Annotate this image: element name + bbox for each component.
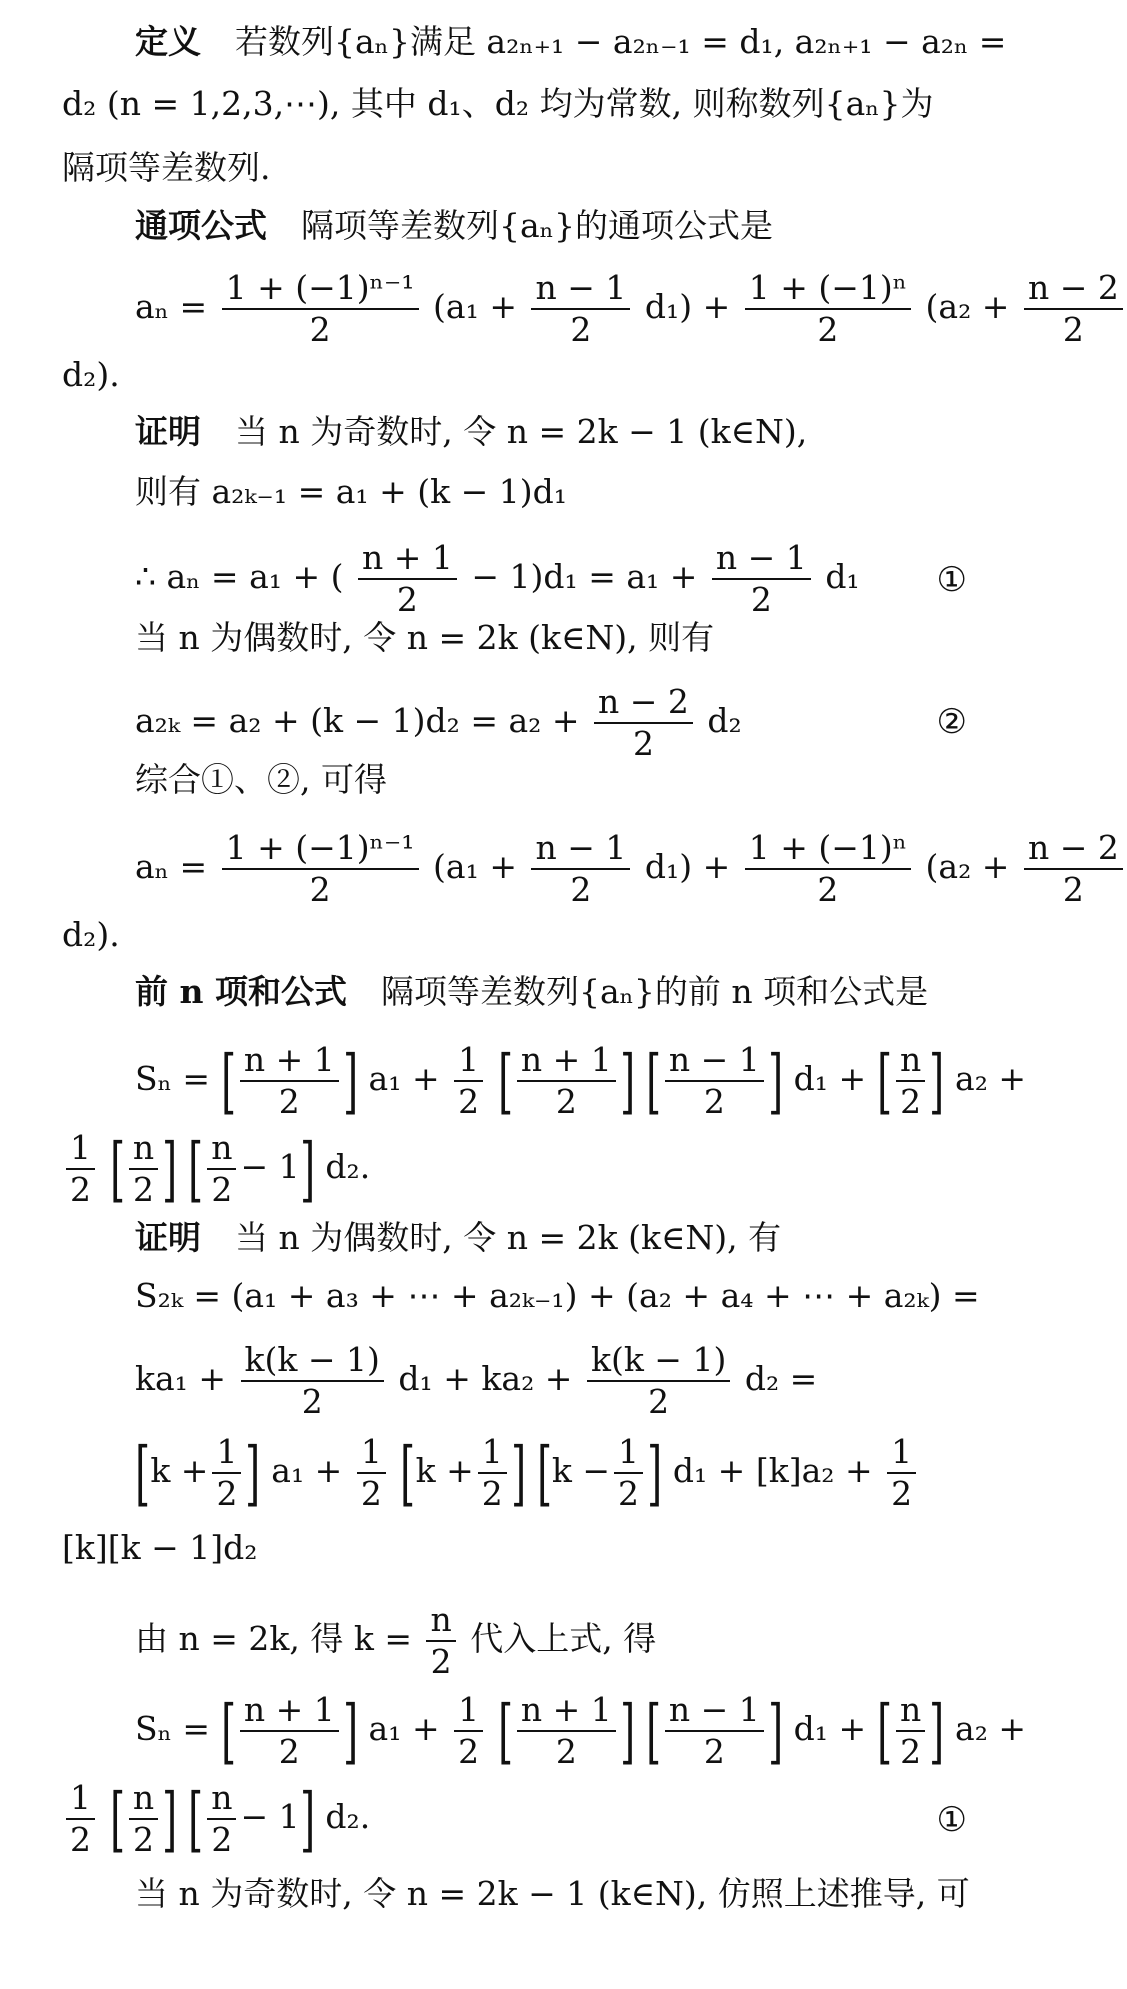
equation-label-3: ① (936, 1800, 967, 1840)
fraction: $\frac{1}{2}$ (66, 1128, 95, 1210)
sum-proof-line-2: S₂ₖ = (a₁ + a₃ + ⋯ + a₂ₖ₋₁) + (a₂ + a₄ + ⋯ + a₂ₖ) = (135, 1276, 980, 1315)
fraction: $\frac{n - 2}{2}$ (594, 682, 693, 764)
equation-label-2: ② (936, 702, 967, 742)
fraction: $\frac{1}{2}$ (454, 1690, 483, 1772)
fraction: $\frac{n}{2}$ (426, 1600, 455, 1682)
proof-line-3: ∴ aₙ = a₁ + ( $\frac{n + 1}{2}$ − 1)d₁ = a₁ + $\frac{n - 1}{2}$ d₁ (135, 538, 860, 619)
proof-line-2: 则有 a₂ₖ₋₁ = a₁ + (k − 1)d₁ (135, 472, 567, 511)
fraction: $\frac{\text{1 + (−1)ⁿ}}{2}$ (745, 828, 911, 910)
sum-proof-line-5: [k][k − 1]d₂ (62, 1528, 258, 1567)
sum-proof-line-1: 证明 当 n 为偶数时, 令 n = 2k (k∈N), 有 (135, 1218, 782, 1257)
general-formula-result-end: d₂). (62, 915, 120, 954)
fraction: $\frac{n - 1}{2}$ (531, 828, 630, 910)
sum-proof-line-4: [k + $\frac{1}{2}$ ] a₁ + $\frac{1}{2}$ [k + $\frac{1}{2}$ ] [k − $\frac{1}{2}$ ] d₁ + [k]a₂ + $\frac{1}{2}$ (135, 1432, 920, 1514)
fraction: $\frac{\text{1 + (−1)ⁿ⁻¹}}{2}$ (222, 828, 419, 910)
fraction: $\frac{n - 1}{2}$ (665, 1040, 764, 1122)
fraction: $\frac{n + 1}{2}$ (358, 538, 457, 620)
fraction: $\frac{n - 2}{2}$ (1024, 828, 1123, 910)
equation-label-1: ① (936, 560, 967, 600)
sum-formula-line-2: $\frac{1}{2}$ [ $\frac{n}{2}$ ] [ $\frac{n}{2}$ − 1] d₂. (62, 1128, 370, 1210)
fraction: $\frac{1}{2}$ (66, 1778, 95, 1860)
definition-line-3: 隔项等差数列. (62, 148, 271, 187)
fraction: $\frac{k(k - 1)}{2}$ (241, 1340, 384, 1422)
fraction: $\frac{k(k - 1)}{2}$ (587, 1340, 730, 1422)
sum-formula-heading: 前 n 项和公式 隔项等差数列{aₙ}的前 n 项和公式是 (135, 972, 929, 1011)
final-line: 当 n 为奇数时, 令 n = 2k − 1 (k∈N), 仿照上述推导, 可 (135, 1874, 970, 1913)
fraction: $\frac{n}{2}$ (207, 1128, 236, 1210)
fraction: $\frac{1}{2}$ (357, 1432, 386, 1514)
sum-proof-line-3: ka₁ + $\frac{k(k - 1)}{2}$ d₁ + ka₂ + $\frac{k(k - 1)}{2}$ d₂ = (135, 1340, 818, 1421)
sum-formula-line-1: Sₙ = [ $\frac{n + 1}{2}$ ] a₁ + $\frac{1}{2}$ [ $\frac{n + 1}{2}$ ] [ $\frac{n - 1}{2}$ ] d₁ + [ $\frac{n}{2}$ ] a₂ + (135, 1040, 1027, 1122)
fraction: $\frac{1}{2}$ (212, 1432, 241, 1514)
general-formula-end: d₂). (62, 355, 120, 394)
fraction: $\frac{n - 1}{2}$ (665, 1690, 764, 1772)
substitution-line: 由 n = 2k, 得 k = $\frac{n}{2}$ 代入上式, 得 (135, 1600, 657, 1681)
fraction: $\frac{1}{2}$ (478, 1432, 507, 1514)
general-formula-result: aₙ = $\frac{\text{1 + (−1)ⁿ⁻¹}}{2}$ (a₁ + $\frac{n - 1}{2}$ d₁) + $\frac{\text{1 + (−1)ⁿ}}{2}$ (a₂ + $\frac{n - 2}{2}$ (135, 828, 1127, 910)
fraction: $\frac{n - 1}{2}$ (531, 268, 630, 350)
proof-line-6: 综合①、②, 可得 (135, 760, 387, 799)
fraction: $\frac{n}{2}$ (207, 1778, 236, 1860)
general-formula-equation: aₙ = $\frac{\text{1 + (−1)ⁿ⁻¹}}{2}$ (a₁ + $\frac{n - 1}{2}$ d₁) + $\frac{\text{1 + (−1)ⁿ}}{2}$ (a₂ + $\frac{n - 2}{2}$ (135, 268, 1127, 350)
sum-result-line-2: $\frac{1}{2}$ [ $\frac{n}{2}$ ] [ $\frac{n}{2}$ − 1] d₂. (62, 1778, 370, 1860)
definition-line-2: d₂ (n = 1,2,3,⋯), 其中 d₁、d₂ 均为常数, 则称数列{aₙ}为 (62, 84, 934, 123)
fraction: $\frac{n}{2}$ (129, 1778, 158, 1860)
definition-line-1: 定义 若数列{aₙ}满足 a₂ₙ₊₁ − a₂ₙ₋₁ = d₁, a₂ₙ₊₁ − a₂ₙ = (135, 22, 1007, 61)
fraction: $\frac{n}{2}$ (896, 1690, 925, 1772)
fraction: $\frac{n + 1}{2}$ (517, 1040, 616, 1122)
general-formula-heading: 通项公式 隔项等差数列{aₙ}的通项公式是 (135, 206, 773, 245)
fraction: $\frac{n + 1}{2}$ (517, 1690, 616, 1772)
proof-line-5: a₂ₖ = a₂ + (k − 1)d₂ = a₂ + $\frac{n - 2}{2}$ d₂ (135, 682, 742, 763)
fraction: $\frac{1}{2}$ (454, 1040, 483, 1122)
fraction: $\frac{\text{1 + (−1)ⁿ}}{2}$ (745, 268, 911, 350)
fraction: $\frac{1}{2}$ (887, 1432, 916, 1514)
fraction: $\frac{n - 2}{2}$ (1024, 268, 1123, 350)
fraction: $\frac{1}{2}$ (614, 1432, 643, 1514)
fraction: $\frac{n + 1}{2}$ (240, 1690, 339, 1772)
fraction: $\frac{n + 1}{2}$ (240, 1040, 339, 1122)
fraction: $\frac{n - 1}{2}$ (712, 538, 811, 620)
fraction: $\frac{n}{2}$ (129, 1128, 158, 1210)
sum-result-line-1: Sₙ = [ $\frac{n + 1}{2}$ ] a₁ + $\frac{1}{2}$ [ $\frac{n + 1}{2}$ ] [ $\frac{n - 1}{2}$ ] d₁ + [ $\frac{n}{2}$ ] a₂ + (135, 1690, 1027, 1772)
fraction: $\frac{\text{1 + (−1)ⁿ⁻¹}}{2}$ (222, 268, 419, 350)
proof-line-1: 证明 当 n 为奇数时, 令 n = 2k − 1 (k∈N), (135, 412, 808, 451)
fraction: $\frac{n}{2}$ (896, 1040, 925, 1122)
proof-line-4: 当 n 为偶数时, 令 n = 2k (k∈N), 则有 (135, 618, 715, 657)
